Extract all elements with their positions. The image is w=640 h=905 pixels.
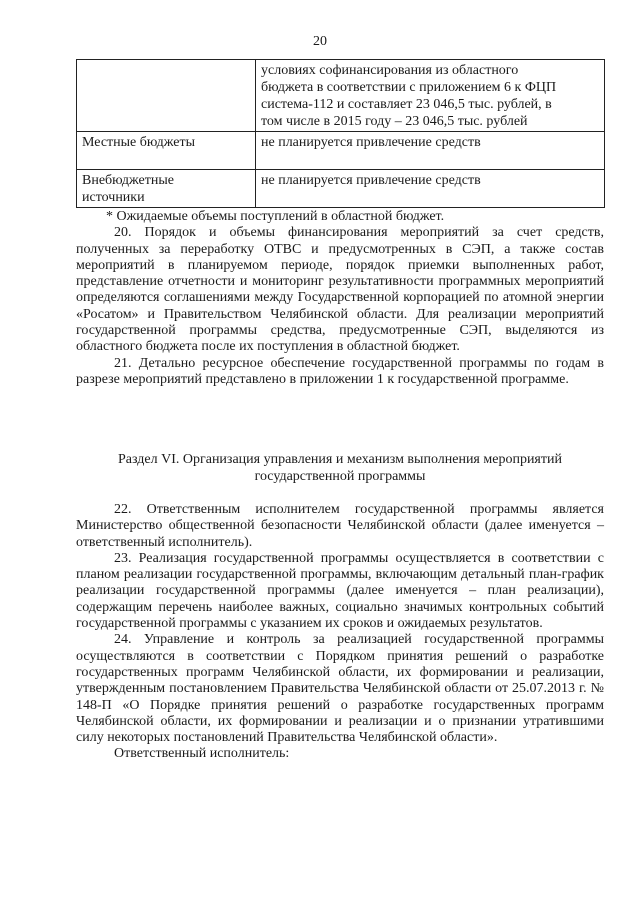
table-cell-text — [256, 60, 605, 132]
table-source-line: источники — [82, 190, 145, 205]
funding-sources-table — [76, 59, 605, 208]
section-heading-line: Раздел VI. Организация управления и механизм выполнения мероприятий — [118, 452, 562, 467]
body-text-bottom — [76, 502, 604, 763]
table-cell-text: не планируется привлечение средств — [256, 170, 605, 208]
table-cell-source — [77, 60, 256, 132]
table-text-line: система-112 и составляет 23 046,5 тыс. рублей, в — [261, 97, 552, 112]
responsible-executor-label: Ответственный исполнитель: — [114, 746, 290, 762]
page-number: 20 — [313, 34, 327, 49]
footnote: * Ожидаемые объемы поступлений в областной бюджет. — [106, 209, 445, 224]
body-text-top — [76, 209, 604, 388]
table-row — [77, 132, 605, 170]
paragraph-20: 20. Порядок и объемы финансирования мероприятий за счет средств, полученных за переработку ОТВС и предусмотренных в СЭП, а также состав мероприятий в планируемом периоде, порядок приемки выполненных работ, представление отчетности и мониторинг результативности программных мероприятий определяются соглашениями между Государственной корпорацией по атомной энергии «Росатом» и Правительством Челябинской области. Для реализации мероприятий государственной программы средства, предусмотренные СЭП, выделяются из областного бюджета после их поступления в областной бюджет. — [76, 225, 604, 355]
table-text-line: том числе в 2015 году – 23 046,5 тыс. рублей — [261, 114, 528, 129]
table-cell-source: Местные бюджеты — [77, 132, 256, 170]
table-cell-source — [77, 170, 256, 208]
paragraph-23: 23. Реализация государственной программы осуществляется в соответствии с планом реализации государственной программы, включающим детальный план-график реализации государственной программы (далее именуется – план реализации), содержащим перечень наиболее важных, социально значимых контрольных событий государственной программы с указанием их сроков и ожидаемых результатов. — [76, 550, 604, 632]
paragraph-22: 22. Ответственным исполнителем государственной программы является Министерство общественной безопасности Челябинской области (далее именуется – ответственный исполнитель). — [76, 502, 604, 550]
table-text-line: условиях софинансирования из областного — [261, 63, 519, 78]
paragraph-21: 21. Детально ресурсное обеспечение государственной программы по годам в разрезе мероприятий представлено в приложении 1 к государственной программе. — [76, 355, 604, 387]
table-row — [77, 170, 605, 208]
section-heading — [76, 451, 604, 485]
section-heading-line: государственной программы — [254, 469, 426, 484]
paragraph-24: 24. Управление и контроль за реализацией государственной программы осуществляются в соответствии с Порядком принятия решений о разработке государственных программ Челябинской области, их формировании и реализации, утвержденным постановлением Правительства Челябинской области от 25.07.2013 г. № 148-П «О Порядке принятия решений о разработке государственных программ Челябинской области, их формировании и реализации и о признании утратившими силу некоторых постановлений Правительства Челябинской области». — [76, 632, 604, 746]
table-row — [77, 60, 605, 132]
table-text-line: бюджета в соответствии с приложением 6 к ФЦП — [261, 80, 557, 95]
table-cell-text: не планируется привлечение средств — [256, 132, 605, 170]
table-source-line: Внебюджетные — [82, 173, 174, 188]
